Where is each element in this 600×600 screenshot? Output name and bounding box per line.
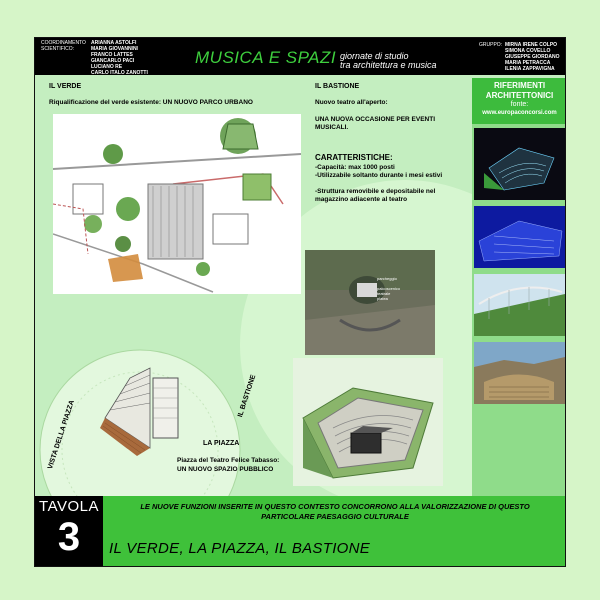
group-member-name: MARIA PETRACCA: [505, 60, 551, 66]
feature-usage: -Utilizzabile soltanto durante i mesi estivi: [315, 172, 443, 179]
tavola-number: 3: [57, 515, 81, 559]
reference-image-canopy: [474, 274, 565, 336]
piazza-headline: UN NUOVO SPAZIO PUBBLICO: [177, 466, 274, 473]
subtitle-line: tra architettura e musica: [340, 60, 437, 70]
references-column: [472, 78, 566, 498]
map-label: platea: [377, 296, 388, 301]
reference-image-blue-render: [474, 206, 565, 268]
group-names: [505, 42, 559, 72]
reference-image-ancient-theatre: [474, 342, 565, 404]
section-title-bastione: IL BASTIONE: [315, 83, 360, 90]
tavola-box: [35, 496, 103, 567]
references-title: RIFERIMENTI ARCHITETTONICI: [485, 81, 554, 100]
map-label: parcheggio: [377, 276, 397, 281]
label-vista-piazza: VISTA DELLA PIAZZA: [47, 399, 76, 471]
board-frame: [34, 37, 566, 567]
group-member-name: SIMONA COVELLO: [505, 48, 551, 54]
board-title: MUSICA E SPAZI: [195, 48, 337, 67]
group-label: GRUPPO:: [479, 42, 503, 48]
aerial-photo: [305, 250, 435, 355]
coordination-label: COORDINAMENTO SCIENTIFICO:: [41, 40, 86, 52]
feature-structure: -Struttura removibile e depositabile nel magazzino adiacente al teatro: [315, 188, 436, 203]
header-bar: [35, 38, 566, 75]
coordinator-name: GIANCARLO PACI: [91, 58, 135, 64]
group-member-name: GIUSEPPE GIORDANO: [505, 54, 560, 60]
coordinator-name: MARIA GIOVANNINI: [91, 46, 138, 52]
coordinator-name: ARIANNA ASTOLFI: [91, 40, 137, 46]
map-label: teatrale: [377, 291, 391, 296]
tavola-label: TAVOLA: [39, 498, 99, 515]
bastione-headline: UNA NUOVA OCCASIONE PER EVENTI MUSICALI.: [315, 116, 436, 131]
reference-image-theatre-model: [474, 128, 565, 200]
group-member-name: MIRNA IRENE COLPO: [505, 42, 558, 48]
verde-description: Riqualificazione del verde esistente: UN NUOVO PARCO URBANO: [49, 99, 253, 106]
map-label: palcoscenico: [377, 286, 401, 291]
coordination-names: [91, 40, 148, 76]
references-source-label: fonte:: [510, 101, 529, 108]
coordinator-name: FRANCO LATTES: [91, 52, 133, 58]
references-url: www.europaconcorsi.com: [482, 110, 557, 116]
coordinator-name: LUCIANO RE: [91, 64, 123, 70]
bastione-intro: Nuovo teatro all'aperto:: [315, 99, 388, 106]
board-subtitle: [340, 52, 437, 70]
coordinator-name: CARLO ITALO ZANOTTI: [91, 70, 148, 76]
piazza-perspective: [75, 338, 200, 463]
group-member-name: ILENIA ZAPPAVIGNA: [505, 66, 555, 72]
feature-capacity: -Capacità: max 1000 posti: [315, 164, 395, 171]
label-bastione-circle: IL BASTIONE: [237, 373, 258, 419]
references-header: [472, 78, 566, 124]
subtitle-line: giornate di studio: [340, 51, 409, 61]
section-title-verde: IL VERDE: [49, 83, 82, 90]
features-title: CARATTERISTICHE:: [315, 153, 393, 162]
bottom-title: IL VERDE, LA PIAZZA, IL BASTIONE: [109, 540, 371, 557]
piazza-intro: Piazza del Teatro Felice Tabasso:: [177, 457, 280, 464]
section-title-piazza: LA PIAZZA: [203, 440, 240, 447]
bottom-note: LE NUOVE FUNZIONI INSERITE IN QUESTO CONTESTO CONCORRONO ALLA VALORIZZAZIONE DI QUESTO PARTICOLARE PAESAGGIO CULTURALE: [140, 502, 530, 521]
park-site-plan: [53, 114, 301, 294]
